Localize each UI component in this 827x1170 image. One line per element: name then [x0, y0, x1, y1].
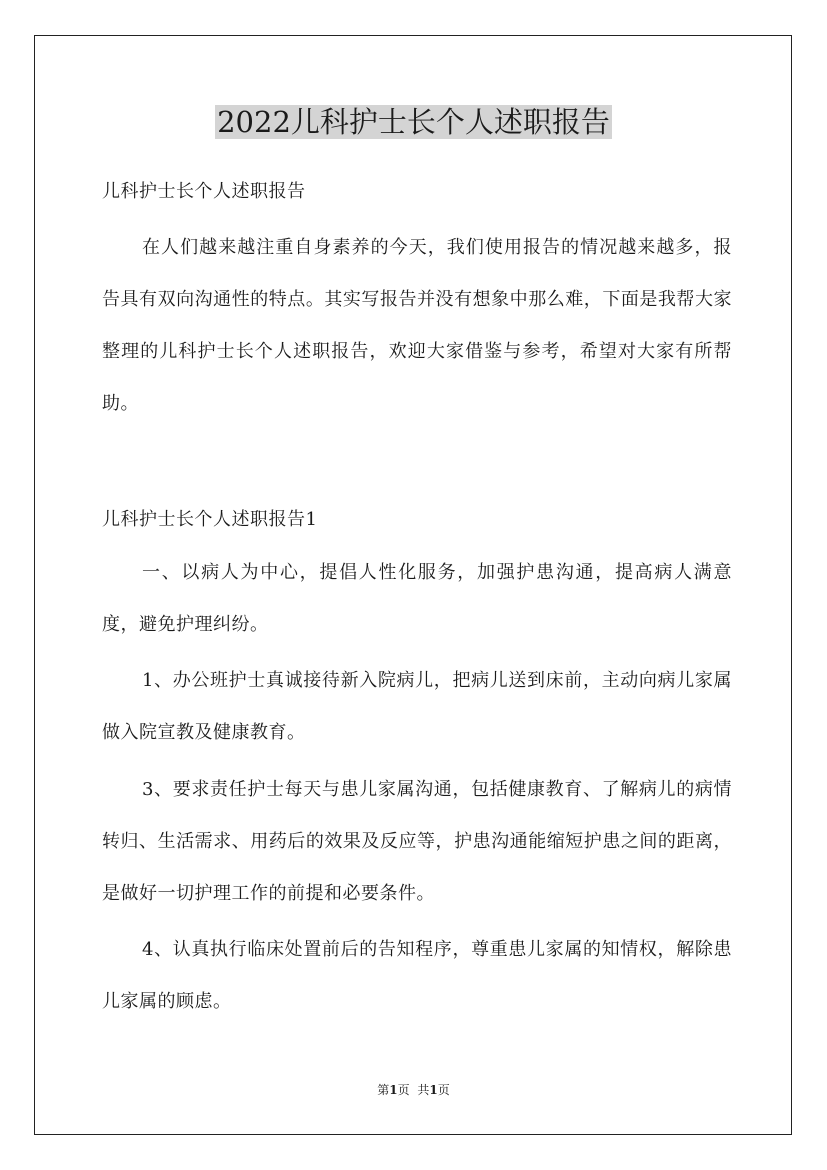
- paragraph-4: 4、认真执行临床处置前后的告知程序，尊重患儿家属的知情权，解除患儿家属的顾虑。: [102, 939, 732, 1012]
- paragraph-1: 一、以病人为中心，提倡人性化服务，加强护患沟通，提高病人满意度，避免护理纠纷。: [102, 562, 732, 635]
- subtitle: 儿科护士长个人述职报告: [102, 181, 306, 202]
- footer-total-suffix: 页: [437, 1083, 450, 1097]
- paragraph-2: 1、办公班护士真诚接待新入院病儿，把病儿送到床前，主动向病儿家属做入院宣教及健康教育。: [102, 670, 732, 743]
- footer-page-number: 1: [389, 1083, 398, 1097]
- section-heading: 儿科护士长个人述职报告1: [102, 509, 318, 530]
- paragraph-3: 3、要求责任护士每天与患儿家属沟通，包括健康教育、了解病儿的病情转归、生活需求、用药后的效果及反应等，护患沟通能缩短护患之间的距离，是做好一切护理工作的前提和必要条件。: [102, 779, 732, 904]
- footer-total-prefix: 共: [417, 1083, 430, 1097]
- footer-page-prefix: 第: [377, 1083, 390, 1097]
- footer-page-suffix: 页: [397, 1083, 410, 1097]
- page-footer: [0, 1082, 827, 1098]
- intro-paragraph: 在人们越来越注重自身素养的今天，我们使用报告的情况越来越多，报告具有双向沟通性的特点。其实写报告并没有想象中那么难，下面是我帮大家整理的儿科护士长个人述职报告，欢迎大家借鉴与参考，希望对大家有所帮助。: [102, 237, 732, 414]
- document-title: 2022儿科护士长个人述职报告: [217, 105, 610, 139]
- footer-total-number: 1: [429, 1083, 438, 1097]
